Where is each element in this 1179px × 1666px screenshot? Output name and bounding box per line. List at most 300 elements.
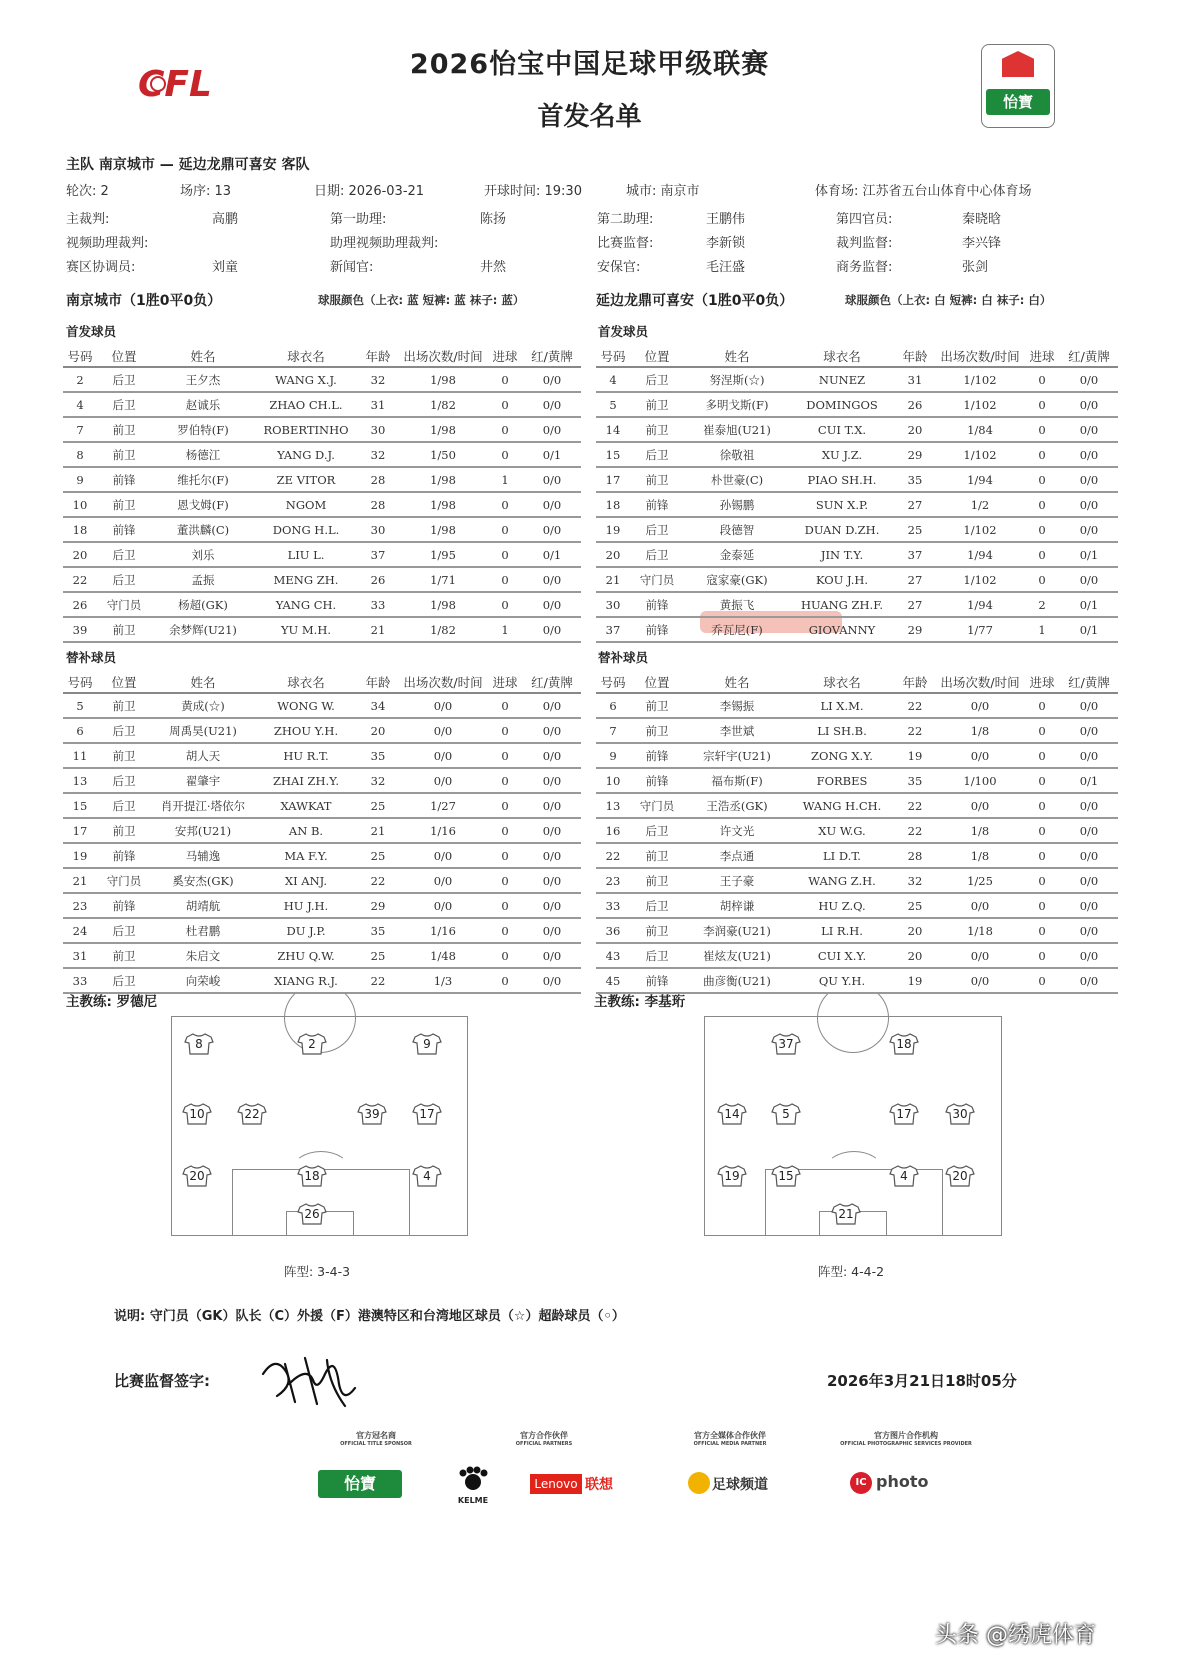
sponsor-lenovo-logo: Lenovo (530, 1474, 582, 1494)
cell-number: 36 (596, 918, 630, 943)
cell-name: 许文光 (684, 818, 790, 843)
official-label: 视频助理裁判: (66, 236, 149, 251)
cell-cards: 0/0 (1060, 968, 1118, 993)
cell-position: 前卫 (630, 467, 684, 492)
cell-appearances: 1/102 (936, 392, 1024, 417)
cell-age: 22 (357, 968, 399, 993)
jersey-icon (182, 1165, 212, 1187)
teams-line: 主队 南京城市 — 延边龙鼎可喜安 客队 (66, 157, 310, 173)
cell-goals: 0 (1024, 818, 1060, 843)
jersey-number: 20 (952, 1169, 968, 1183)
table-row (63, 517, 581, 542)
cell-shirt-name: WANG H.CH. (790, 793, 894, 818)
jersey-number: 4 (423, 1169, 431, 1183)
cell-age: 27 (894, 492, 936, 517)
cell-age: 25 (357, 943, 399, 968)
cell-name: 翟肇宇 (151, 768, 255, 793)
cell-goals: 0 (1024, 417, 1060, 442)
cell-number: 45 (596, 968, 630, 993)
cell-appearances: 1/8 (936, 818, 1024, 843)
jersey-number: 18 (304, 1169, 320, 1183)
jersey-number: 18 (896, 1037, 912, 1051)
cell-age: 33 (357, 592, 399, 617)
cell-appearances: 0/0 (936, 968, 1024, 993)
jersey-icon (412, 1165, 442, 1187)
jersey-number: 17 (419, 1107, 435, 1121)
cell-goals: 0 (487, 893, 523, 918)
cell-name: 李锡振 (684, 693, 790, 718)
sponsor-header-4: 官方图片合作机构 OFFICIAL PHOTOGRAPHIC SERVICES PROVIDER (840, 1431, 972, 1447)
sponsor-football-channel: 足球频道 (712, 1477, 768, 1493)
cell-name: 徐敬祖 (684, 442, 790, 467)
cell-age: 27 (894, 567, 936, 592)
ybao-logo-text: 怡寶 (986, 89, 1050, 115)
cell-goals: 1 (487, 617, 523, 642)
cell-name: 寇家豪(GK) (684, 567, 790, 592)
cell-position: 前卫 (97, 818, 151, 843)
col-header-name: 姓名 (684, 346, 790, 367)
official-value: 王鹏伟 (706, 212, 746, 227)
cell-goals: 0 (1024, 893, 1060, 918)
col-header-shirt-name: 球衣名 (255, 672, 357, 693)
cell-goals: 0 (487, 517, 523, 542)
official-value: 秦晓晗 (962, 212, 1002, 227)
home-formation-pitch (171, 1016, 468, 1236)
cell-name: 曲彦衡(U21) (684, 968, 790, 993)
cell-appearances: 1/102 (936, 367, 1024, 392)
col-header-age: 年龄 (894, 346, 936, 367)
cell-position: 前锋 (97, 893, 151, 918)
table-row (63, 567, 581, 592)
cell-cards: 0/0 (1060, 793, 1118, 818)
col-header-position: 位置 (630, 346, 684, 367)
cell-appearances: 1/82 (399, 392, 487, 417)
cell-cards: 0/1 (1060, 768, 1118, 793)
cell-position: 前锋 (630, 492, 684, 517)
cell-cards: 0/0 (523, 417, 581, 442)
cell-appearances: 1/102 (936, 442, 1024, 467)
table-row (596, 868, 1118, 893)
official-label: 比赛监督: (597, 236, 654, 251)
cell-goals: 0 (487, 392, 523, 417)
cell-position: 前卫 (97, 943, 151, 968)
cell-position: 前卫 (97, 417, 151, 442)
cell-number: 10 (596, 768, 630, 793)
cell-shirt-name: DOMINGOS (790, 392, 894, 417)
cell-age: 19 (894, 743, 936, 768)
cell-shirt-name: XIANG R.J. (255, 968, 357, 993)
cell-age: 37 (357, 542, 399, 567)
cell-position: 前卫 (97, 693, 151, 718)
cell-number: 9 (596, 743, 630, 768)
cell-goals: 0 (1024, 492, 1060, 517)
cell-name: 段德智 (684, 517, 790, 542)
home-starters-label: 首发球员 (66, 324, 117, 339)
cell-age: 32 (357, 442, 399, 467)
cell-goals: 0 (1024, 567, 1060, 592)
cell-position: 前卫 (630, 868, 684, 893)
jersey-icon (889, 1033, 919, 1055)
cell-number: 23 (63, 893, 97, 918)
cell-age: 30 (357, 417, 399, 442)
cell-name: 李点通 (684, 843, 790, 868)
home-coach: 主教练: 罗德尼 (66, 994, 158, 1010)
cell-cards: 0/0 (523, 467, 581, 492)
official-value: 毛汪盛 (706, 260, 746, 275)
cell-age: 31 (357, 392, 399, 417)
cell-appearances: 1/102 (936, 517, 1024, 542)
sponsor-lianxiang-text: 联想 (585, 1477, 613, 1493)
cell-cards: 0/0 (523, 517, 581, 542)
table-row (63, 743, 581, 768)
cell-appearances: 0/0 (936, 743, 1024, 768)
col-header-goals: 进球 (1024, 346, 1060, 367)
cell-age: 35 (357, 743, 399, 768)
cell-goals: 0 (487, 417, 523, 442)
col-header-appearances: 出场次数/时间 (399, 672, 487, 693)
cell-cards: 0/0 (523, 818, 581, 843)
kickoff-time: 开球时间: 19:30 (484, 184, 582, 199)
cell-appearances: 0/0 (399, 843, 487, 868)
jersey-number: 2 (308, 1037, 316, 1051)
cell-number: 4 (596, 367, 630, 392)
cell-age: 26 (894, 392, 936, 417)
cell-appearances: 1/77 (936, 617, 1024, 642)
col-header-number: 号码 (63, 346, 97, 367)
official-value: 李兴锋 (962, 236, 1002, 251)
official-label: 商务监督: (836, 260, 893, 275)
cell-cards: 0/0 (523, 968, 581, 993)
sponsor-ybao-logo: 怡寶 (318, 1470, 402, 1498)
cell-goals: 0 (1024, 718, 1060, 743)
table-row (596, 793, 1118, 818)
cell-cards: 0/0 (1060, 567, 1118, 592)
table-row (63, 868, 581, 893)
cell-shirt-name: LI X.M. (790, 693, 894, 718)
cell-shirt-name: YU M.H. (255, 617, 357, 642)
cell-age: 22 (357, 868, 399, 893)
jersey-number: 20 (189, 1169, 205, 1183)
cell-goals: 0 (487, 793, 523, 818)
cell-age: 30 (357, 517, 399, 542)
cell-age: 35 (894, 768, 936, 793)
table-row (596, 592, 1118, 617)
jersey-icon (297, 1203, 327, 1225)
table-row (63, 492, 581, 517)
table-row (596, 743, 1118, 768)
cell-cards: 0/1 (523, 542, 581, 567)
cell-goals: 0 (487, 943, 523, 968)
col-header-shirt-name: 球衣名 (790, 346, 894, 367)
jersey-number: 14 (724, 1107, 740, 1121)
cell-number: 22 (596, 843, 630, 868)
table-row (63, 793, 581, 818)
match-no: 场序: 13 (180, 184, 232, 199)
cell-position: 前卫 (630, 918, 684, 943)
cell-name: 向荣峻 (151, 968, 255, 993)
cell-appearances: 0/0 (936, 793, 1024, 818)
jersey-number: 9 (423, 1037, 431, 1051)
cell-goals: 0 (1024, 868, 1060, 893)
col-header-cards: 红/黄牌 (523, 672, 581, 693)
cell-shirt-name: ZE VITOR (255, 467, 357, 492)
cell-name: 杨超(GK) (151, 592, 255, 617)
cell-shirt-name: ZHOU Y.H. (255, 718, 357, 743)
jersey-icon (297, 1165, 327, 1187)
cell-number: 19 (596, 517, 630, 542)
cell-name: 崔炫友(U21) (684, 943, 790, 968)
cell-goals: 0 (487, 492, 523, 517)
away-starters-table (596, 346, 1118, 643)
col-header-cards: 红/黄牌 (1060, 346, 1118, 367)
col-header-goals: 进球 (487, 346, 523, 367)
table-row (596, 542, 1118, 567)
cell-shirt-name: QU Y.H. (790, 968, 894, 993)
col-header-shirt-name: 球衣名 (790, 672, 894, 693)
cell-cards: 0/0 (523, 943, 581, 968)
cell-number: 10 (63, 492, 97, 517)
cell-number: 15 (63, 793, 97, 818)
cell-position: 守门员 (630, 567, 684, 592)
cell-shirt-name: ZONG X.Y. (790, 743, 894, 768)
cell-goals: 0 (487, 567, 523, 592)
official-value: 李新锁 (706, 236, 746, 251)
table-row (63, 617, 581, 642)
cell-name: 多明戈斯(F) (684, 392, 790, 417)
cell-number: 5 (63, 693, 97, 718)
city: 城市: 南京市 (626, 184, 700, 199)
cell-name: 恩戈姆(F) (151, 492, 255, 517)
cell-goals: 0 (1024, 968, 1060, 993)
cell-name: 余梦辉(U21) (151, 617, 255, 642)
cell-shirt-name: PIAO SH.H. (790, 467, 894, 492)
official-label: 赛区协调员: (66, 260, 136, 275)
jersey-number: 8 (195, 1037, 203, 1051)
cell-shirt-name: DU J.P. (255, 918, 357, 943)
official-label: 安保官: (597, 260, 641, 275)
cell-appearances: 1/94 (936, 467, 1024, 492)
cell-position: 前卫 (630, 417, 684, 442)
cell-name: 孟振 (151, 567, 255, 592)
table-row (596, 467, 1118, 492)
cell-shirt-name: HU Z.Q. (790, 893, 894, 918)
cell-number: 9 (63, 467, 97, 492)
jersey-number: 26 (304, 1207, 320, 1221)
cell-goals: 0 (1024, 442, 1060, 467)
cell-goals: 0 (487, 818, 523, 843)
cell-name: 杜君鹏 (151, 918, 255, 943)
cell-position: 守门员 (630, 793, 684, 818)
cell-shirt-name: HU J.H. (255, 893, 357, 918)
cell-position: 前锋 (630, 968, 684, 993)
official-value: 张剑 (962, 260, 989, 275)
cell-appearances: 1/16 (399, 918, 487, 943)
cell-shirt-name: KOU J.H. (790, 567, 894, 592)
table-row (596, 367, 1118, 392)
cell-position: 后卫 (97, 542, 151, 567)
cell-cards: 0/0 (523, 567, 581, 592)
cell-position: 前卫 (97, 617, 151, 642)
cell-appearances: 1/84 (936, 417, 1024, 442)
cell-position: 前卫 (97, 743, 151, 768)
cell-shirt-name: HUANG ZH.F. (790, 592, 894, 617)
jersey-icon (831, 1203, 861, 1225)
cell-number: 6 (596, 693, 630, 718)
cell-goals: 0 (487, 718, 523, 743)
table-row (596, 893, 1118, 918)
cell-number: 19 (63, 843, 97, 868)
cell-name: 黄振飞 (684, 592, 790, 617)
cell-age: 27 (894, 592, 936, 617)
cell-position: 前锋 (630, 743, 684, 768)
cell-name: 崔泰旭(U21) (684, 417, 790, 442)
official-label: 第二助理: (597, 212, 654, 227)
cell-position: 后卫 (630, 818, 684, 843)
table-row (596, 718, 1118, 743)
cell-cards: 0/0 (1060, 367, 1118, 392)
cell-position: 前卫 (97, 492, 151, 517)
page-subtitle: 首发名单 (537, 102, 642, 132)
official-value: 高鹏 (212, 212, 239, 227)
col-header-shirt-name: 球衣名 (255, 346, 357, 367)
jersey-icon (889, 1165, 919, 1187)
cell-name: 王夕杰 (151, 367, 255, 392)
cell-cards: 0/0 (1060, 517, 1118, 542)
table-row (596, 392, 1118, 417)
cell-appearances: 1/25 (936, 868, 1024, 893)
cell-age: 28 (357, 467, 399, 492)
cell-position: 后卫 (630, 517, 684, 542)
cell-number: 14 (596, 417, 630, 442)
jersey-icon (357, 1103, 387, 1125)
table-row (596, 843, 1118, 868)
cell-position: 前锋 (630, 768, 684, 793)
cell-appearances: 0/0 (399, 693, 487, 718)
cell-number: 22 (63, 567, 97, 592)
cell-shirt-name: LI D.T. (790, 843, 894, 868)
cell-shirt-name: GIOVANNY (790, 617, 894, 642)
table-row (63, 943, 581, 968)
legend: 说明: 守门员（GK）队长（C）外援（F）港澳特区和台湾地区球员（☆）超龄球员（◦） (114, 1309, 625, 1324)
cell-position: 守门员 (97, 868, 151, 893)
cell-shirt-name: SUN X.P. (790, 492, 894, 517)
cell-name: 孙锡鹏 (684, 492, 790, 517)
table-row (596, 818, 1118, 843)
cell-position: 后卫 (97, 367, 151, 392)
cell-position: 后卫 (97, 918, 151, 943)
cell-name: 朴世豪(C) (684, 467, 790, 492)
cell-appearances: 0/0 (399, 743, 487, 768)
cell-cards: 0/0 (523, 592, 581, 617)
cell-name: 马辅逸 (151, 843, 255, 868)
cell-age: 21 (357, 818, 399, 843)
cell-appearances: 1/3 (399, 968, 487, 993)
cell-age: 20 (894, 918, 936, 943)
col-header-appearances: 出场次数/时间 (936, 672, 1024, 693)
away-formation-pitch (704, 1016, 1002, 1236)
cell-number: 18 (596, 492, 630, 517)
cell-appearances: 1/102 (936, 567, 1024, 592)
col-header-number: 号码 (596, 672, 630, 693)
cell-position: 后卫 (97, 768, 151, 793)
jersey-number: 37 (778, 1037, 794, 1051)
col-header-name: 姓名 (684, 672, 790, 693)
cell-goals: 0 (487, 868, 523, 893)
cell-shirt-name: LIU L. (255, 542, 357, 567)
cell-goals: 0 (1024, 793, 1060, 818)
col-header-appearances: 出场次数/时间 (936, 346, 1024, 367)
jersey-icon (184, 1033, 214, 1055)
home-subs-label: 替补球员 (66, 650, 117, 665)
table-row (63, 768, 581, 793)
cell-goals: 1 (487, 467, 523, 492)
cell-number: 6 (63, 718, 97, 743)
cell-cards: 0/0 (523, 768, 581, 793)
cell-cards: 0/0 (1060, 943, 1118, 968)
table-row (596, 417, 1118, 442)
cell-goals: 0 (487, 843, 523, 868)
table-row (596, 693, 1118, 718)
table-row (596, 492, 1118, 517)
cell-shirt-name: LI SH.B. (790, 718, 894, 743)
jersey-icon (717, 1165, 747, 1187)
jersey-number: 4 (900, 1169, 908, 1183)
col-header-name: 姓名 (151, 672, 255, 693)
cell-number: 13 (63, 768, 97, 793)
cell-number: 30 (596, 592, 630, 617)
official-label: 助理视频助理裁判: (330, 236, 439, 251)
col-header-age: 年龄 (357, 672, 399, 693)
col-header-position: 位置 (97, 346, 151, 367)
cell-cards: 0/0 (1060, 492, 1118, 517)
cell-goals: 1 (1024, 617, 1060, 642)
jersey-icon (945, 1103, 975, 1125)
cell-appearances: 1/98 (399, 467, 487, 492)
cell-goals: 0 (1024, 943, 1060, 968)
away-formation: 阵型: 4-4-2 (818, 1264, 885, 1279)
cell-position: 后卫 (630, 943, 684, 968)
table-row (63, 718, 581, 743)
cell-position: 守门员 (97, 592, 151, 617)
jersey-number: 17 (896, 1107, 912, 1121)
table-row (63, 918, 581, 943)
cell-cards: 0/1 (1060, 542, 1118, 567)
cell-goals: 0 (1024, 542, 1060, 567)
cell-position: 前锋 (97, 517, 151, 542)
cell-name: 安邦(U21) (151, 818, 255, 843)
jersey-icon (889, 1103, 919, 1125)
table-row (63, 843, 581, 868)
cell-shirt-name: XU J.Z. (790, 442, 894, 467)
cell-shirt-name: LI R.H. (790, 918, 894, 943)
cell-age: 26 (357, 567, 399, 592)
cell-age: 20 (357, 718, 399, 743)
cell-number: 18 (63, 517, 97, 542)
cell-position: 前卫 (630, 693, 684, 718)
cell-goals: 0 (487, 442, 523, 467)
cell-shirt-name: ZHAI ZH.Y. (255, 768, 357, 793)
cell-appearances: 1/98 (399, 417, 487, 442)
cell-position: 前卫 (630, 392, 684, 417)
cell-name: 罗伯特(F) (151, 417, 255, 442)
cell-appearances: 1/95 (399, 542, 487, 567)
cell-appearances: 1/82 (399, 617, 487, 642)
penalty-arc (825, 1151, 883, 1189)
col-header-name: 姓名 (151, 346, 255, 367)
cell-age: 29 (357, 893, 399, 918)
cell-name: 努涅斯(☆) (684, 367, 790, 392)
cell-shirt-name: NGOM (255, 492, 357, 517)
